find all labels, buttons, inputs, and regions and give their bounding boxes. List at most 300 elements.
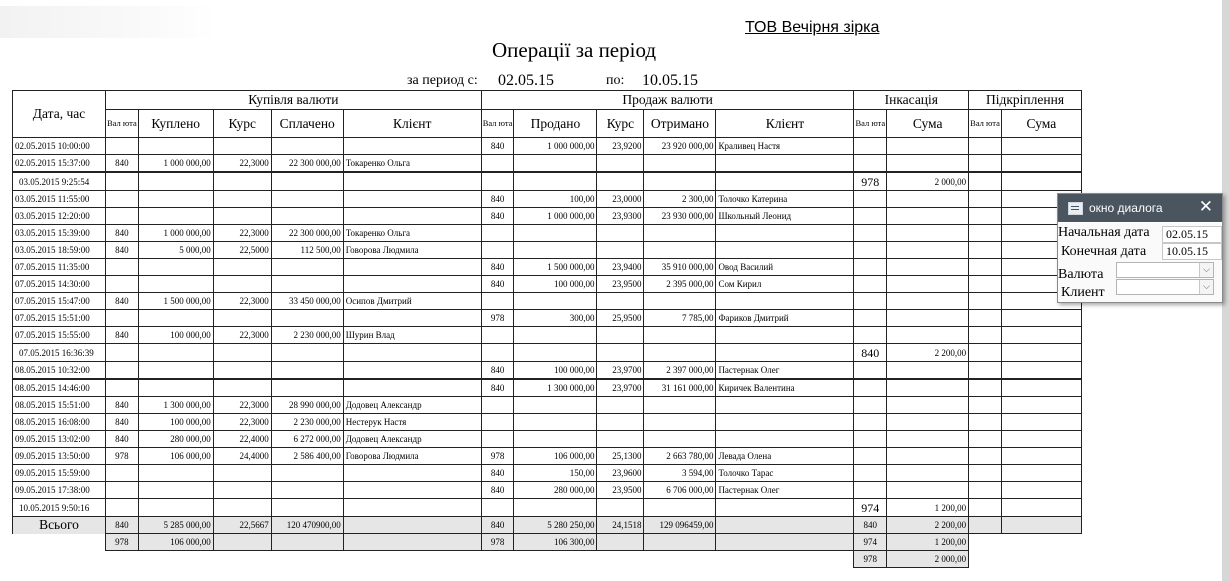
blank-cell [514, 551, 597, 568]
cell-buy-currency: 840 [106, 155, 139, 173]
cell-bought: 1 000 000,00 [138, 225, 213, 242]
col-header-collection: Інкасація [854, 91, 969, 110]
cell-bought [138, 172, 213, 191]
cell-sell-currency: 840 [481, 362, 514, 380]
cell-buy-rate: 22,3000 [213, 225, 271, 242]
col-header-reinforce: Підкріплення [969, 91, 1082, 110]
total-received [644, 534, 716, 551]
cell-datetime: 07.05.2015 15:51:00 [13, 310, 106, 327]
cell-sell-rate: 23,9400 [597, 259, 644, 276]
total-sell-currency: 840 [481, 517, 514, 534]
client-label: Клиент [1061, 285, 1105, 300]
cell-received: 31 161 000,00 [644, 379, 716, 397]
cell-sell-rate [597, 499, 644, 517]
cell-sell-client: Краливец Настя [716, 138, 854, 155]
start-date-label: Начальная дата [1058, 225, 1150, 240]
cell-sell-client [716, 225, 854, 242]
cell-reinforce-currency [969, 172, 1002, 191]
company-name: ТОВ Вечірня зірка [745, 19, 880, 36]
cell-datetime: 09.05.2015 17:38:00 [13, 482, 106, 499]
cell-collection-sum [887, 327, 969, 344]
total-sell-rate: 24,1518 [597, 517, 644, 534]
cell-paid [271, 362, 343, 380]
cell-sell-rate [597, 414, 644, 431]
cell-collection-sum: 2 200,00 [887, 344, 969, 362]
cell-reinforce-sum [1001, 414, 1081, 431]
cell-datetime: 09.05.2015 13:50:00 [13, 448, 106, 465]
cell-paid: 2 586 400,00 [271, 448, 343, 465]
total-sell-client [716, 534, 854, 551]
cell-buy-currency [106, 138, 139, 155]
cell-sell-client [716, 327, 854, 344]
cell-sell-client: Школьный Леонид [716, 208, 854, 225]
totals-label: Всього [13, 517, 106, 534]
cell-paid: 6 272 000,00 [271, 431, 343, 448]
cell-sold: 1 000 000,00 [514, 208, 597, 225]
date-filter-dialog [1057, 193, 1223, 303]
cell-sold: 300,00 [514, 310, 597, 327]
cell-received: 2 397 000,00 [644, 362, 716, 380]
cell-paid [271, 379, 343, 397]
cell-collection-currency [854, 138, 887, 155]
close-icon[interactable]: ✕ [1198, 197, 1213, 216]
cell-bought [138, 191, 213, 208]
cell-paid [271, 499, 343, 517]
cell-received [644, 499, 716, 517]
cell-reinforce-sum [1001, 155, 1081, 173]
col-header-buy-client: Клієнт [343, 110, 481, 138]
cell-buy-currency: 840 [106, 397, 139, 414]
total-paid: 120 470900,00 [271, 517, 343, 534]
cell-buy-client: Шурин Влад [343, 327, 481, 344]
total-bought: 106 000,00 [138, 534, 213, 551]
cell-bought: 1 300 000,00 [138, 397, 213, 414]
cell-sold [514, 414, 597, 431]
cell-collection-currency [854, 482, 887, 499]
cell-buy-rate [213, 276, 271, 293]
blank-cell [969, 534, 1002, 551]
cell-reinforce-currency [969, 259, 1002, 276]
cell-sold: 1 300 000,00 [514, 379, 597, 397]
cell-datetime: 03.05.2015 12:20:00 [13, 208, 106, 225]
cell-buy-rate [213, 482, 271, 499]
cell-collection-currency [854, 259, 887, 276]
cell-sell-rate [597, 172, 644, 191]
table-row [13, 499, 1082, 517]
cell-bought: 5 000,00 [138, 242, 213, 259]
cell-reinforce-sum [1001, 379, 1081, 397]
cell-sold: 150,00 [514, 465, 597, 482]
cell-sell-currency: 840 [481, 259, 514, 276]
cell-datetime: 02.05.2015 10:00:00 [13, 138, 106, 155]
cell-collection-currency [854, 155, 887, 173]
cell-sell-client [716, 172, 854, 191]
cell-paid [271, 465, 343, 482]
cell-collection-sum [887, 242, 969, 259]
cell-reinforce-currency [969, 138, 1002, 155]
cell-buy-currency [106, 344, 139, 362]
cell-received [644, 172, 716, 191]
blank-cell [343, 551, 481, 568]
cell-sell-client [716, 499, 854, 517]
cell-paid [271, 276, 343, 293]
cell-buy-currency: 840 [106, 414, 139, 431]
cell-buy-currency [106, 172, 139, 191]
currency-label: Валюта [1058, 267, 1104, 282]
cell-collection-sum [887, 155, 969, 173]
cell-received [644, 242, 716, 259]
cell-buy-client [343, 499, 481, 517]
cell-reinforce-currency [969, 208, 1002, 225]
cell-received: 2 395 000,00 [644, 276, 716, 293]
total-paid [271, 534, 343, 551]
col-header-sell-client: Клієнт [716, 110, 854, 138]
cell-datetime: 08.05.2015 14:46:00 [13, 379, 106, 397]
table-row [13, 276, 1082, 293]
col-header-sell-rate: Курс [597, 110, 644, 138]
cell-bought [138, 310, 213, 327]
cell-collection-currency [854, 431, 887, 448]
cell-buy-rate: 22,3000 [213, 327, 271, 344]
cell-sell-rate [597, 155, 644, 173]
cell-buy-client [343, 172, 481, 191]
cell-reinforce-sum [1001, 344, 1081, 362]
cell-sell-client: Левада Олена [716, 448, 854, 465]
col-header-sold: Продано [514, 110, 597, 138]
client-dropdown[interactable] [1116, 279, 1214, 295]
cell-buy-client [343, 344, 481, 362]
col-header-datetime: Дата, час [13, 91, 106, 138]
cell-sell-currency [481, 431, 514, 448]
cell-received: 35 910 000,00 [644, 259, 716, 276]
cell-buy-rate [213, 362, 271, 380]
cell-reinforce-currency [969, 327, 1002, 344]
blank-cell [213, 551, 271, 568]
cell-sold [514, 293, 597, 310]
table-row [13, 310, 1082, 327]
currency-dropdown[interactable] [1116, 262, 1214, 278]
cell-collection-currency [854, 362, 887, 380]
cell-sold [514, 499, 597, 517]
cell-buy-currency: 840 [106, 431, 139, 448]
blank-cell [481, 551, 514, 568]
cell-reinforce-currency [969, 414, 1002, 431]
cell-buy-client [343, 276, 481, 293]
cell-collection-sum [887, 259, 969, 276]
cell-paid: 2 230 000,00 [271, 414, 343, 431]
cell-datetime: 08.05.2015 16:08:00 [13, 414, 106, 431]
col-header-collection-currency: Вал юта [854, 110, 887, 138]
chevron-down-icon[interactable]: ⌵ [1199, 263, 1213, 277]
cell-collection-sum [887, 448, 969, 465]
cell-buy-rate: 22,3000 [213, 397, 271, 414]
cell-sell-client: Овод Василий [716, 259, 854, 276]
cell-sell-client: Пастернак Олег [716, 362, 854, 380]
blank-cell [716, 551, 854, 568]
cell-bought [138, 499, 213, 517]
total-sold: 106 300,00 [514, 534, 597, 551]
cell-buy-client [343, 379, 481, 397]
cell-sell-currency [481, 397, 514, 414]
cell-sell-client [716, 242, 854, 259]
col-header-collection-sum: Сума [887, 110, 969, 138]
cell-collection-sum [887, 465, 969, 482]
dialog-body [1058, 223, 1222, 302]
table-row [13, 327, 1082, 344]
cell-sell-rate [597, 225, 644, 242]
blank-cell [13, 551, 106, 568]
cell-collection-sum [887, 397, 969, 414]
cell-reinforce-sum [1001, 482, 1081, 499]
table-row [13, 362, 1082, 380]
cell-sell-client [716, 293, 854, 310]
cell-collection-sum [887, 208, 969, 225]
period-to-value: 10.05.15 [642, 72, 698, 89]
total-sell-client [716, 517, 854, 534]
cell-sell-client [716, 397, 854, 414]
cell-bought [138, 344, 213, 362]
cell-sell-rate: 23,9200 [597, 138, 644, 155]
cell-paid [271, 138, 343, 155]
cell-datetime: 07.05.2015 14:30:00 [13, 276, 106, 293]
cell-collection-sum [887, 276, 969, 293]
cell-collection-currency [854, 208, 887, 225]
cell-sell-rate [597, 344, 644, 362]
cell-sell-rate [597, 242, 644, 259]
cell-bought: 280 000,00 [138, 431, 213, 448]
cell-buy-rate: 24,4000 [213, 448, 271, 465]
report-title: Операції за період [492, 38, 657, 62]
table-row [13, 465, 1082, 482]
cell-reinforce-sum [1001, 138, 1081, 155]
cell-bought [138, 208, 213, 225]
cell-sold [514, 155, 597, 173]
blank-cell [597, 551, 644, 568]
cell-paid [271, 172, 343, 191]
cell-paid: 112 500,00 [271, 242, 343, 259]
cell-buy-currency [106, 379, 139, 397]
cell-buy-client: Додовец Александр [343, 431, 481, 448]
dialog-titlebar[interactable] [1058, 194, 1222, 222]
cell-sell-rate [597, 293, 644, 310]
cell-datetime: 02.05.2015 15:37:00 [13, 155, 106, 173]
cell-sold [514, 225, 597, 242]
blank-cell [138, 551, 213, 568]
cell-received [644, 327, 716, 344]
table-row [13, 482, 1082, 499]
cell-paid [271, 208, 343, 225]
cell-buy-client [343, 465, 481, 482]
cell-buy-client [343, 138, 481, 155]
cell-reinforce-currency [969, 191, 1002, 208]
cell-buy-currency: 978 [106, 448, 139, 465]
cell-sell-client [716, 344, 854, 362]
cell-reinforce-sum [1001, 431, 1081, 448]
cell-reinforce-sum [1001, 448, 1081, 465]
cell-reinforce-currency [969, 482, 1002, 499]
total-collection-currency: 840 [854, 517, 887, 534]
cell-sell-rate: 23,0000 [597, 191, 644, 208]
cell-datetime: 09.05.2015 15:59:00 [13, 465, 106, 482]
cell-buy-currency [106, 191, 139, 208]
cell-received [644, 414, 716, 431]
col-header-buy-rate: Курс [213, 110, 271, 138]
cell-paid: 22 300 000,00 [271, 225, 343, 242]
totals-row [13, 551, 1082, 568]
cell-sell-client [716, 431, 854, 448]
cell-received [644, 344, 716, 362]
cell-bought: 100 000,00 [138, 327, 213, 344]
cell-buy-currency: 840 [106, 225, 139, 242]
cell-collection-sum [887, 225, 969, 242]
cell-datetime: 07.05.2015 15:47:00 [13, 293, 106, 310]
cell-buy-currency [106, 465, 139, 482]
cell-collection-currency [854, 448, 887, 465]
totals-row [13, 534, 1082, 551]
cell-buy-client [343, 310, 481, 327]
table-row [13, 155, 1082, 173]
cell-buy-currency [106, 276, 139, 293]
table-row [13, 414, 1082, 431]
cell-buy-rate [213, 191, 271, 208]
cell-reinforce-currency [969, 379, 1002, 397]
total-collection-currency: 978 [854, 551, 887, 568]
total-collection-sum: 1 200,00 [887, 534, 969, 551]
table-row [13, 379, 1082, 397]
cell-collection-sum [887, 310, 969, 327]
window-icon [1068, 202, 1083, 215]
cell-reinforce-currency [969, 155, 1002, 173]
cell-buy-rate [213, 138, 271, 155]
cell-sell-rate: 23,9700 [597, 379, 644, 397]
cell-reinforce-currency [969, 448, 1002, 465]
cell-received: 23 920 000,00 [644, 138, 716, 155]
cell-collection-currency [854, 276, 887, 293]
cell-buy-rate: 22,3000 [213, 293, 271, 310]
cell-reinforce-sum [1001, 172, 1081, 191]
cell-reinforce-currency [969, 225, 1002, 242]
cell-buy-client [343, 191, 481, 208]
cell-sell-rate [597, 327, 644, 344]
cell-buy-client: Говорова Людмила [343, 448, 481, 465]
cell-sell-client: Сом Кирил [716, 276, 854, 293]
cell-reinforce-currency [969, 397, 1002, 414]
cell-reinforce-currency [969, 310, 1002, 327]
start-date-field[interactable]: 02.05.15 [1162, 226, 1222, 243]
cell-received [644, 397, 716, 414]
cell-sell-currency [481, 172, 514, 191]
cell-sell-rate [597, 431, 644, 448]
cell-sell-currency: 840 [481, 208, 514, 225]
total-bought: 5 285 000,00 [138, 517, 213, 534]
cell-sell-currency [481, 327, 514, 344]
cell-received [644, 431, 716, 448]
cell-collection-sum [887, 293, 969, 310]
cell-collection-sum: 2 000,00 [887, 172, 969, 191]
cell-bought [138, 482, 213, 499]
cell-sell-currency: 840 [481, 379, 514, 397]
cell-sell-rate: 25,1300 [597, 448, 644, 465]
cell-buy-currency [106, 482, 139, 499]
cell-reinforce-sum [1001, 397, 1081, 414]
cell-buy-rate: 22,5000 [213, 242, 271, 259]
cell-buy-client [343, 362, 481, 380]
cell-buy-rate [213, 499, 271, 517]
total-buy-rate: 22,5667 [213, 517, 271, 534]
cell-buy-currency [106, 259, 139, 276]
cell-sell-client [716, 414, 854, 431]
cell-reinforce-sum [1001, 362, 1081, 380]
cell-sold [514, 344, 597, 362]
cell-bought: 100 000,00 [138, 414, 213, 431]
cell-reinforce-currency [969, 362, 1002, 380]
cell-reinforce-sum [1001, 499, 1081, 517]
cell-sell-currency: 840 [481, 276, 514, 293]
cell-buy-client: Токаренко Ольга [343, 155, 481, 173]
cell-received: 7 785,00 [644, 310, 716, 327]
cell-datetime: 03.05.2015 18:59:00 [13, 242, 106, 259]
cell-sell-currency: 978 [481, 310, 514, 327]
cell-sell-currency [481, 414, 514, 431]
chevron-down-icon[interactable]: ⌵ [1199, 280, 1213, 294]
cell-sold [514, 431, 597, 448]
cell-buy-currency [106, 362, 139, 380]
cell-collection-sum [887, 379, 969, 397]
cell-sell-currency: 840 [481, 465, 514, 482]
total-sell-currency: 978 [481, 534, 514, 551]
cell-collection-currency: 840 [854, 344, 887, 362]
total-collection-sum: 2 200,00 [887, 517, 969, 534]
cell-buy-currency [106, 208, 139, 225]
cell-buy-client [343, 259, 481, 276]
window-edge [1222, 0, 1230, 581]
cell-buy-rate [213, 172, 271, 191]
cell-sell-currency: 978 [481, 448, 514, 465]
cell-sell-currency [481, 155, 514, 173]
table-row [13, 225, 1082, 242]
totals-row [13, 517, 1082, 534]
cell-paid [271, 344, 343, 362]
cell-buy-client [343, 482, 481, 499]
cell-buy-rate: 22,3000 [213, 155, 271, 173]
cell-paid: 22 300 000,00 [271, 155, 343, 173]
cell-paid [271, 259, 343, 276]
col-header-received: Отримано [644, 110, 716, 138]
cell-collection-sum [887, 362, 969, 380]
table-row [13, 344, 1082, 362]
cell-collection-currency [854, 225, 887, 242]
cell-reinforce-currency [969, 242, 1002, 259]
cell-sell-rate: 23,9700 [597, 362, 644, 380]
cell-buy-rate [213, 208, 271, 225]
blurred-area [0, 6, 216, 38]
end-date-field[interactable]: 10.05.15 [1162, 243, 1222, 260]
col-header-sell-currency: Вал юта [481, 110, 514, 138]
cell-buy-rate [213, 379, 271, 397]
cell-datetime: 10.05.2015 9:50:16 [13, 499, 106, 517]
cell-collection-sum [887, 138, 969, 155]
cell-datetime: 07.05.2015 16:36:39 [13, 344, 106, 362]
cell-sell-client: Киричек Валентина [716, 379, 854, 397]
cell-received: 3 594,00 [644, 465, 716, 482]
table-row [13, 259, 1082, 276]
cell-bought: 1 000 000,00 [138, 155, 213, 173]
table-row [13, 208, 1082, 225]
blank-cell [271, 551, 343, 568]
cell-reinforce-currency [969, 465, 1002, 482]
cell-buy-currency: 840 [106, 293, 139, 310]
table-row [13, 138, 1082, 155]
